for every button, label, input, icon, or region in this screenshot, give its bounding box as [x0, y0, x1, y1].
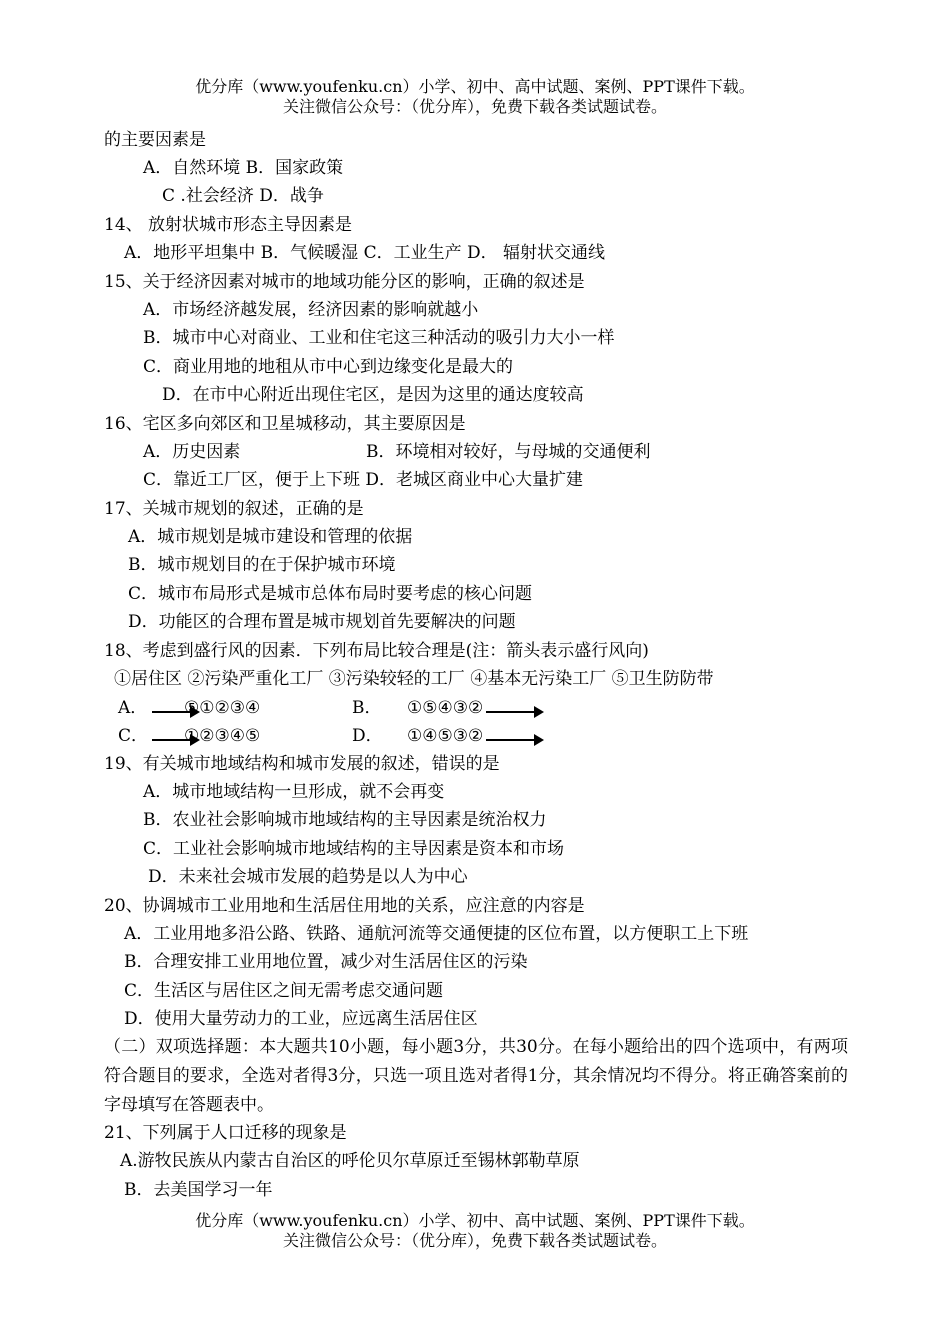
q15-option-d: D．在市中心附近出现住宅区，是因为这里的通达度较高: [162, 385, 584, 405]
q18-option-b-wind-arrow: [486, 711, 542, 713]
q15-option-c: C．商业用地的地租从市中心到边缘变化是最大的: [143, 357, 514, 377]
q15-stem: 15、关于经济因素对城市的地域功能分区的影响，正确的叙述是: [104, 272, 585, 292]
q17-option-a: A．城市规划是城市建设和管理的依据: [128, 527, 413, 547]
q18-option-a-label: A．: [118, 698, 148, 718]
q21-stem: 21、下列属于人口迁移的现象是: [104, 1123, 347, 1143]
page-header-line-2: 关注微信公众号：（优分库），免费下载各类试题试卷。: [282, 97, 667, 116]
q17-stem: 17、关城市规划的叙述，正确的是: [104, 499, 364, 519]
q18-option-d-wind-arrow: [486, 739, 542, 741]
q21-option-b: B．去美国学习一年: [124, 1180, 273, 1200]
q16-option-b: B．环境相对较好，与母城的交通便利: [366, 442, 651, 462]
q20-stem: 20、协调城市工业用地和生活居住用地的关系，应注意的内容是: [104, 896, 585, 916]
section2-instructions: （二）双项选择题：本大题共10小题，每小题3分，共30分。在每小题给出的四个选项中，有两项符合题目的要求，全选对者得3分，只选一项且选对者得1分，其余情况均不得分。将正确答案前的字母填写在答题表中。: [104, 1037, 848, 1115]
q20-option-b: B．合理安排工业用地位置，减少对生活居住区的污染: [124, 952, 528, 972]
q13-options-cd: C .社会经济 D．战争: [162, 186, 324, 206]
q16-options-cd: C．靠近工厂区，便于上下班 D．老城区商业中心大量扩建: [143, 470, 584, 490]
q14-options: A．地形平坦集中 B．气候暖湿 C．工业生产 D． 辐射状交通线: [124, 243, 606, 263]
q20-option-a: A．工业用地多沿公路、铁路、通航河流等交通便捷的区位布置，以方便职工上下班: [124, 924, 749, 944]
q20-option-d: D．使用大量劳动力的工业，应远离生活居住区: [124, 1009, 478, 1029]
q19-option-c: C．工业社会影响城市地域结构的主导因素是资本和市场: [143, 839, 565, 859]
q13-options-ab: A．自然环境 B．国家政策: [143, 158, 344, 178]
q19-stem: 19、有关城市地域结构和城市发展的叙述，错误的是: [104, 754, 500, 774]
q19-option-d: D．未来社会城市发展的趋势是以人为中心: [148, 867, 468, 887]
q13-continuation: 的主要因素是: [104, 130, 206, 150]
q17-option-c: C．城市布局形式是城市总体布局时要考虑的核心问题: [128, 584, 533, 604]
q18-option-d-sequence: ①④⑤③②: [407, 726, 484, 746]
page-header-line-1: 优分库（www.youfenku.cn）小学、初中、高中试题、案例、PPT课件下载。: [195, 77, 755, 96]
q15-option-a: A．市场经济越发展，经济因素的影响就越小: [143, 300, 479, 320]
q15-option-b: B．城市中心对商业、工业和住宅这三种活动的吸引力大小一样: [143, 328, 615, 348]
q17-option-b: B．城市规划目的在于保护城市环境: [128, 555, 396, 575]
q19-option-a: A．城市地域结构一旦形成，就不会再变: [143, 782, 445, 802]
q18-option-b-label: B．: [352, 698, 382, 718]
q16-option-a: A．历史因素: [143, 442, 241, 462]
q18-stem: 18、考虑到盛行风的因素．下列布局比较合理是(注：箭头表示盛行风向): [104, 641, 649, 661]
q20-option-c: C．生活区与居住区之间无需考虑交通问题: [124, 981, 444, 1001]
page-footer-line-2: 关注微信公众号：（优分库），免费下载各类试题试卷。: [282, 1231, 667, 1250]
q14-stem: 14、 放射状城市形态主导因素是: [104, 215, 353, 235]
q21-option-a: A.游牧民族从内蒙古自治区的呼伦贝尔草原迁至锡林郭勒草原: [120, 1151, 580, 1171]
q19-option-b: B．农业社会影响城市地域结构的主导因素是统治权力: [143, 810, 547, 830]
q17-option-d: D．功能区的合理布置是城市规划首先要解决的问题: [128, 612, 516, 632]
q18-option-b-sequence: ①⑤④③②: [407, 698, 484, 718]
q18-option-d-label: D．: [352, 726, 383, 746]
page-footer-line-1: 优分库（www.youfenku.cn）小学、初中、高中试题、案例、PPT课件下载。: [195, 1211, 755, 1230]
q18-option-c-sequence: ①②③④⑤: [184, 726, 261, 746]
q18-legend: ①居住区 ②污染严重化工厂 ③污染较轻的工厂 ④基本无污染工厂 ⑤卫生防防带: [114, 669, 714, 689]
q18-option-a-sequence: ⑤①②③④: [184, 698, 261, 718]
q16-stem: 16、宅区多向郊区和卫星城移动，其主要原因是: [104, 414, 466, 434]
q18-option-c-label: C．: [118, 726, 149, 746]
